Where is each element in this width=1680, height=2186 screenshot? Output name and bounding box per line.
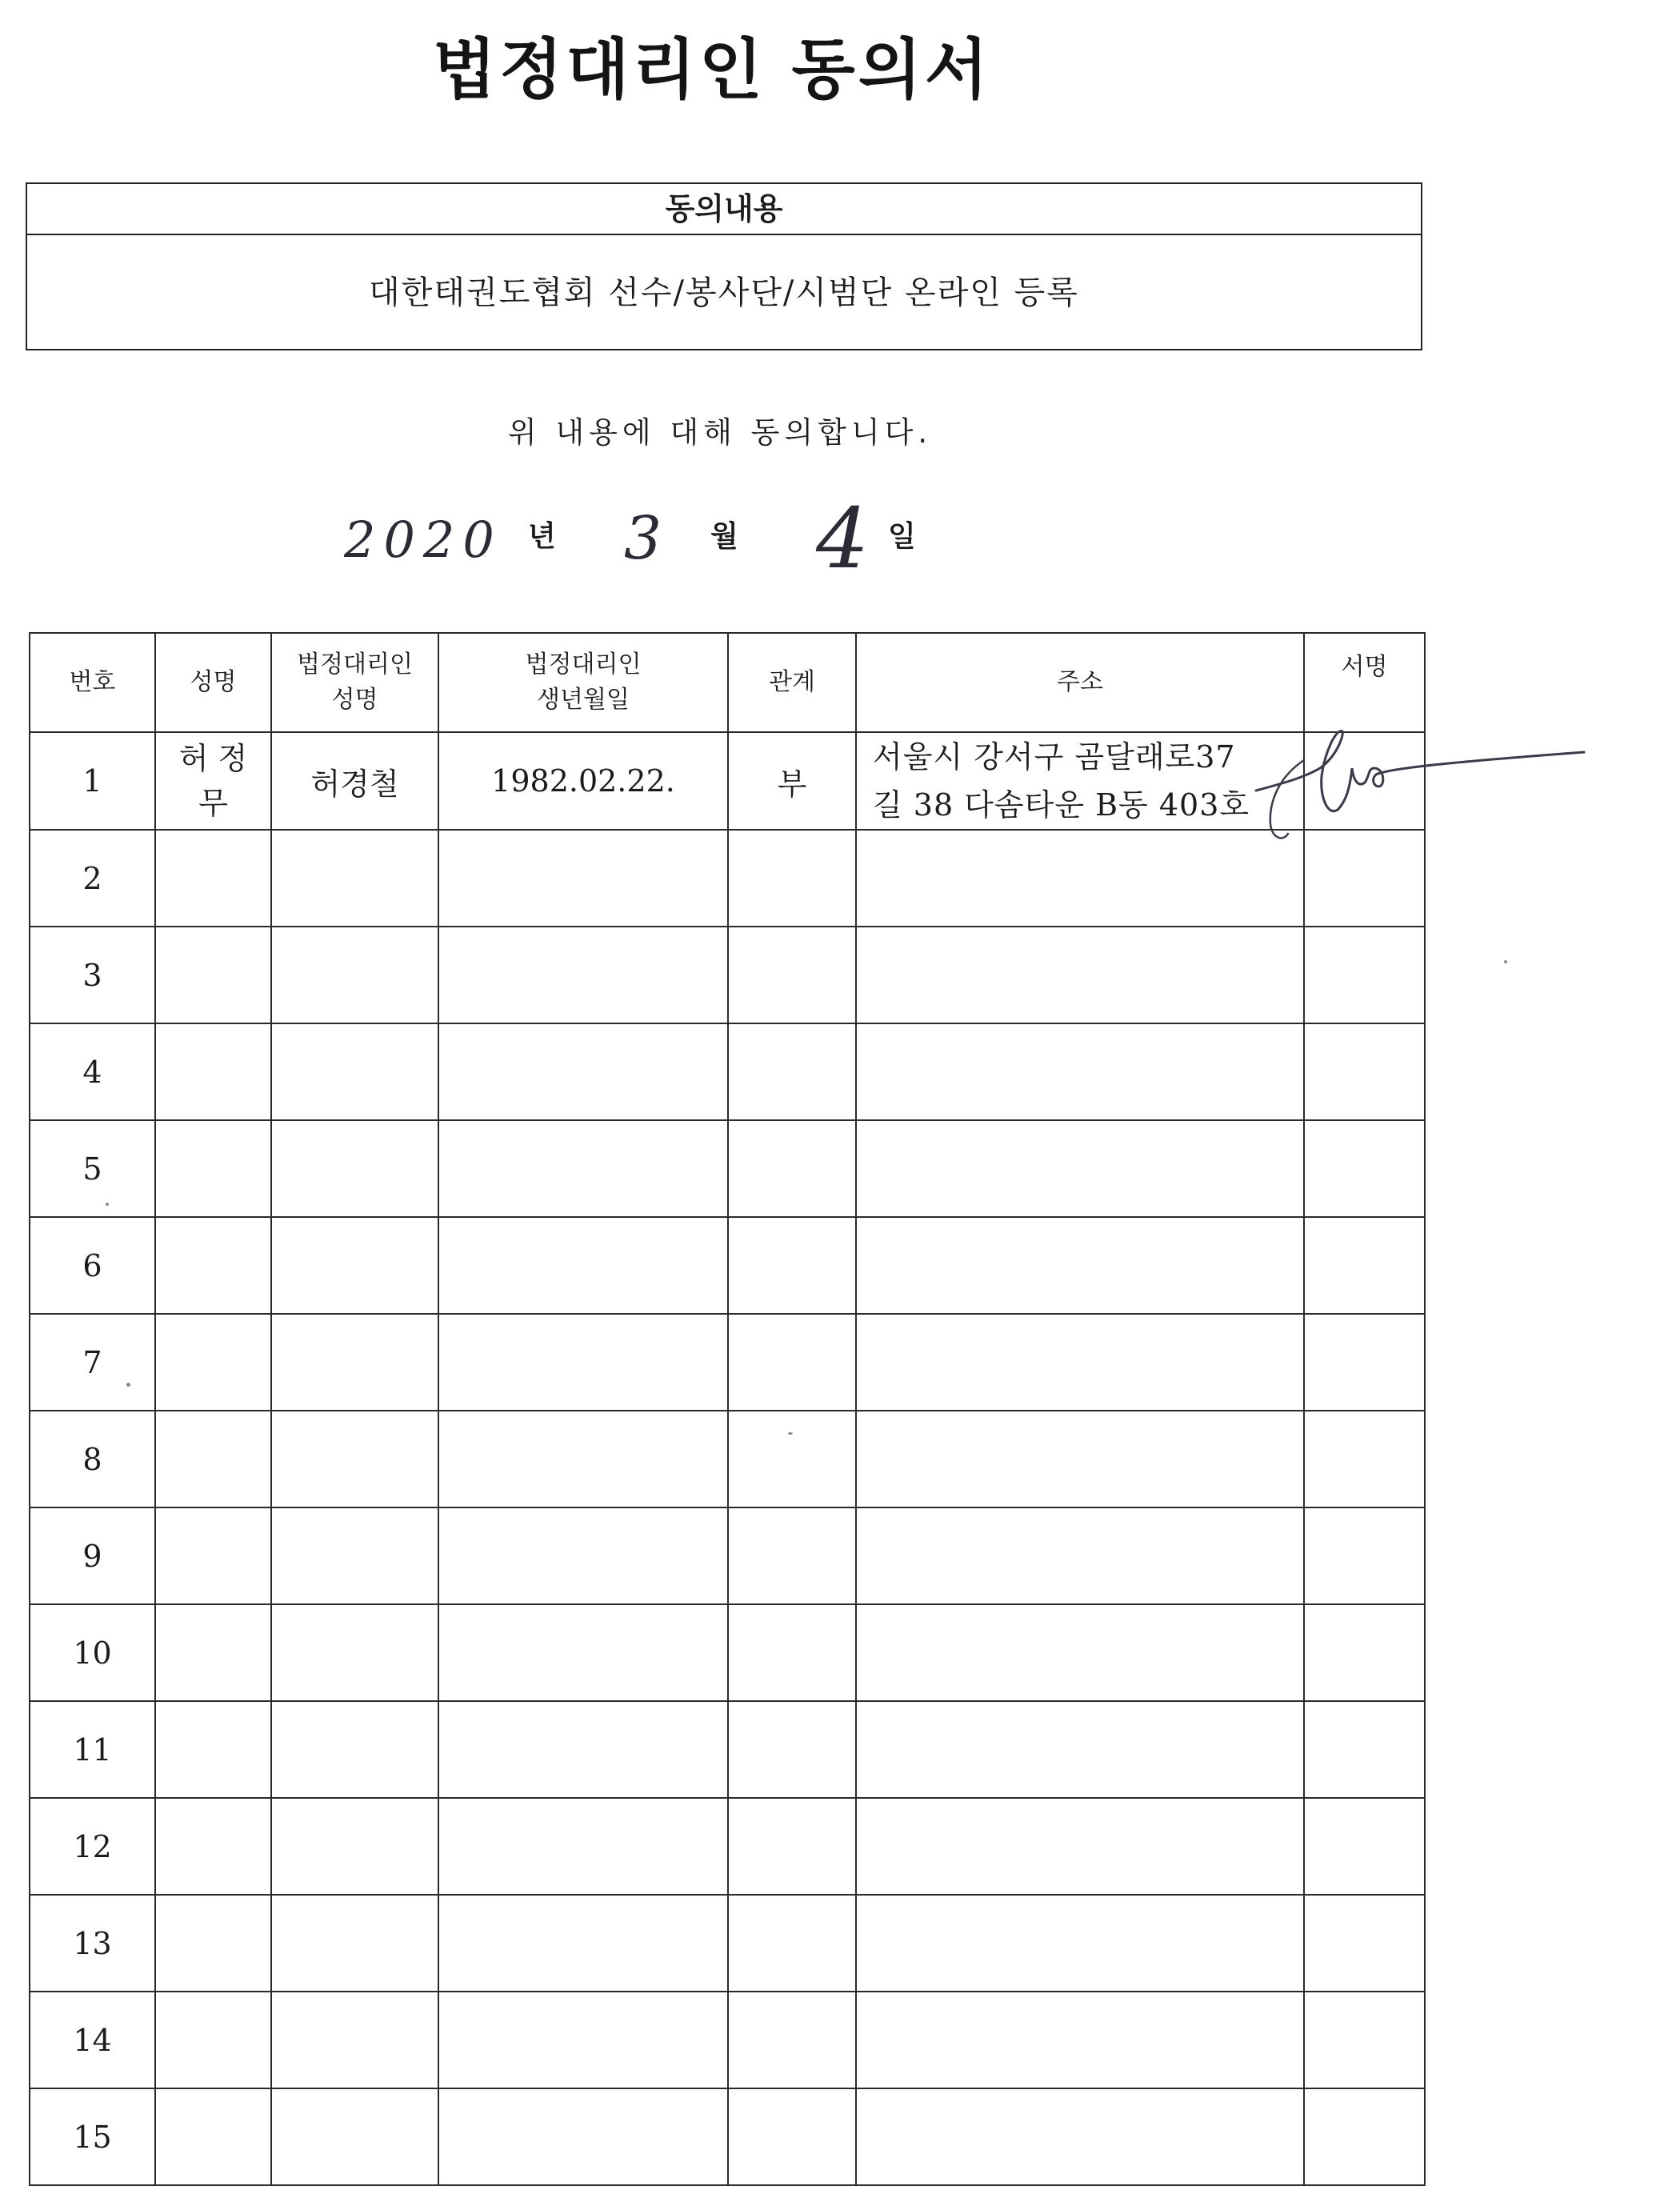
row-relation [728,1992,856,2088]
row-guardian-name [271,1798,438,1895]
table-row [30,830,1425,927]
row-guardian-birth [438,1604,728,1701]
row-relation [728,1411,856,1507]
row-no: 11 [30,1701,155,1798]
row-guardian-name: 허경철 [271,732,438,830]
row-address [856,1411,1304,1507]
row-name-line1: 허 정 [178,741,248,776]
row-name [155,1701,271,1798]
row-address [856,2088,1304,2185]
row-guardian-birth [438,2088,728,2185]
row-name [155,1120,271,1217]
row-signature [1304,1992,1425,2088]
header-address: 주소 [856,633,1304,732]
row-signature [1304,2088,1425,2185]
table-row [30,1798,1425,1895]
table-row [30,1604,1425,1701]
row-address-line1: 서울시 강서구 곰달래로37 [873,739,1236,775]
row-guardian-birth [438,1895,728,1992]
row-address [856,1895,1304,1992]
table-row [30,732,1425,830]
table-row [30,1507,1425,1604]
row-name [155,2088,271,2185]
row-relation [728,1604,856,1701]
row-guardian-name [271,1120,438,1217]
guardian-roster-table [29,632,1426,2186]
row-address [856,1120,1304,1217]
row-no: 15 [30,2088,155,2185]
row-relation: 부 [728,732,856,830]
row-guardian-birth [438,1411,728,1507]
table-row [30,1992,1425,2088]
row-signature [1304,1120,1425,1217]
row-name-line2: 무 [198,786,228,821]
row-address [856,1992,1304,2088]
scan-speck [788,1432,793,1435]
row-address [856,1314,1304,1411]
consent-content: 대한태권도협회 선수/봉사단/시범단 온라인 등록 [369,274,1079,311]
date-month-unit: 월 [710,520,738,553]
row-relation [728,1120,856,1217]
date-day-handwritten: 4 [816,490,870,587]
row-address [856,1701,1304,1798]
row-guardian-birth [438,830,728,927]
row-name [155,830,271,927]
row-guardian-name [271,1314,438,1411]
row-no: 5 [30,1120,155,1217]
row-guardian-name [271,830,438,927]
row-name [155,1411,271,1507]
row-address [856,1798,1304,1895]
row-name [155,1895,271,1992]
table-row [30,1411,1425,1507]
table-row [30,927,1425,1023]
row-address [856,1507,1304,1604]
row-name [155,732,271,830]
row-address [856,927,1304,1023]
header-no: 번호 [30,633,155,732]
row-name [155,927,271,1023]
row-no: 3 [30,927,155,1023]
row-name [155,1507,271,1604]
row-relation [728,1314,856,1411]
row-no: 7 [30,1314,155,1411]
row-guardian-name [271,2088,438,2185]
consent-heading: 동의내용 [27,184,1421,235]
row-guardian-name [271,1217,438,1314]
header-guardian-birth-line1: 법정대리인 [525,651,642,679]
table-row [30,1314,1425,1411]
row-relation [728,830,856,927]
header-guardian-birth-line2: 생년월일 [537,686,630,714]
row-relation [728,1217,856,1314]
row-guardian-name [271,1507,438,1604]
row-no: 12 [30,1798,155,1895]
row-signature [1304,1798,1425,1895]
row-signature [1304,732,1425,830]
table-header-row [30,633,1425,732]
row-signature [1304,1895,1425,1992]
header-guardian-name-line1: 법정대리인 [297,651,413,679]
row-signature [1304,830,1425,927]
agreement-statement: 위 내용에 대해 동의합니다. [507,415,933,450]
consent-box [26,182,1422,350]
row-signature [1304,1023,1425,1120]
row-no: 10 [30,1604,155,1701]
table-row [30,1217,1425,1314]
table-row [30,1701,1425,1798]
row-guardian-name [271,1895,438,1992]
row-relation [728,1701,856,1798]
row-guardian-name [271,1023,438,1120]
row-guardian-birth [438,1217,728,1314]
header-guardian-name [271,633,438,732]
row-address [856,1217,1304,1314]
row-address [856,830,1304,927]
table-row [30,2088,1425,2185]
row-guardian-birth [438,1798,728,1895]
row-name [155,1314,271,1411]
row-signature [1304,1604,1425,1701]
header-guardian-name-line2: 성명 [331,686,378,714]
row-guardian-name [271,1701,438,1798]
row-guardian-birth [438,1507,728,1604]
row-name [155,1992,271,2088]
row-no: 4 [30,1023,155,1120]
row-guardian-birth [438,1992,728,2088]
date-month-handwritten: 3 [624,504,662,573]
scan-speck [1504,960,1507,963]
row-name [155,1023,271,1120]
date-day-unit: 일 [888,520,916,553]
row-guardian-name [271,1992,438,2088]
table-row [30,1023,1425,1120]
row-guardian-name [271,927,438,1023]
table-row [30,1120,1425,1217]
scan-speck [106,1203,109,1206]
row-no: 2 [30,830,155,927]
row-name [155,1217,271,1314]
row-guardian-birth [438,1314,728,1411]
header-signature: 서명 [1304,633,1425,732]
row-signature [1304,1217,1425,1314]
date-line [344,490,968,587]
row-address [856,1604,1304,1701]
row-guardian-birth [438,1023,728,1120]
row-signature [1304,927,1425,1023]
row-signature [1304,1701,1425,1798]
row-no: 14 [30,1992,155,2088]
row-relation [728,927,856,1023]
row-guardian-birth [438,1701,728,1798]
row-no: 13 [30,1895,155,1992]
date-year-handwritten: 2020 [344,510,502,569]
row-guardian-birth [438,927,728,1023]
row-relation [728,1507,856,1604]
row-guardian-name [271,1604,438,1701]
header-guardian-birth [438,633,728,732]
row-relation [728,1798,856,1895]
row-relation [728,1023,856,1120]
row-signature [1304,1314,1425,1411]
row-no: 8 [30,1411,155,1507]
date-year-unit: 년 [528,520,556,553]
row-name [155,1604,271,1701]
row-address [856,732,1304,830]
header-name: 성명 [155,633,271,732]
row-guardian-birth [438,1120,728,1217]
header-relation: 관계 [728,633,856,732]
row-signature [1304,1507,1425,1604]
row-relation [728,1895,856,1992]
row-guardian-name [271,1411,438,1507]
table-row [30,1895,1425,1992]
row-relation [728,2088,856,2185]
row-name [155,1798,271,1895]
row-address [856,1023,1304,1120]
document-title: 법정대리인 동의서 [432,32,992,108]
row-no: 6 [30,1217,155,1314]
row-signature [1304,1411,1425,1507]
scan-speck [126,1383,130,1387]
row-address-line2: 길 38 다솜타운 B동 403호 [873,787,1250,823]
row-no: 9 [30,1507,155,1604]
row-no: 1 [30,732,155,830]
row-guardian-birth: 1982.02.22. [438,732,728,830]
